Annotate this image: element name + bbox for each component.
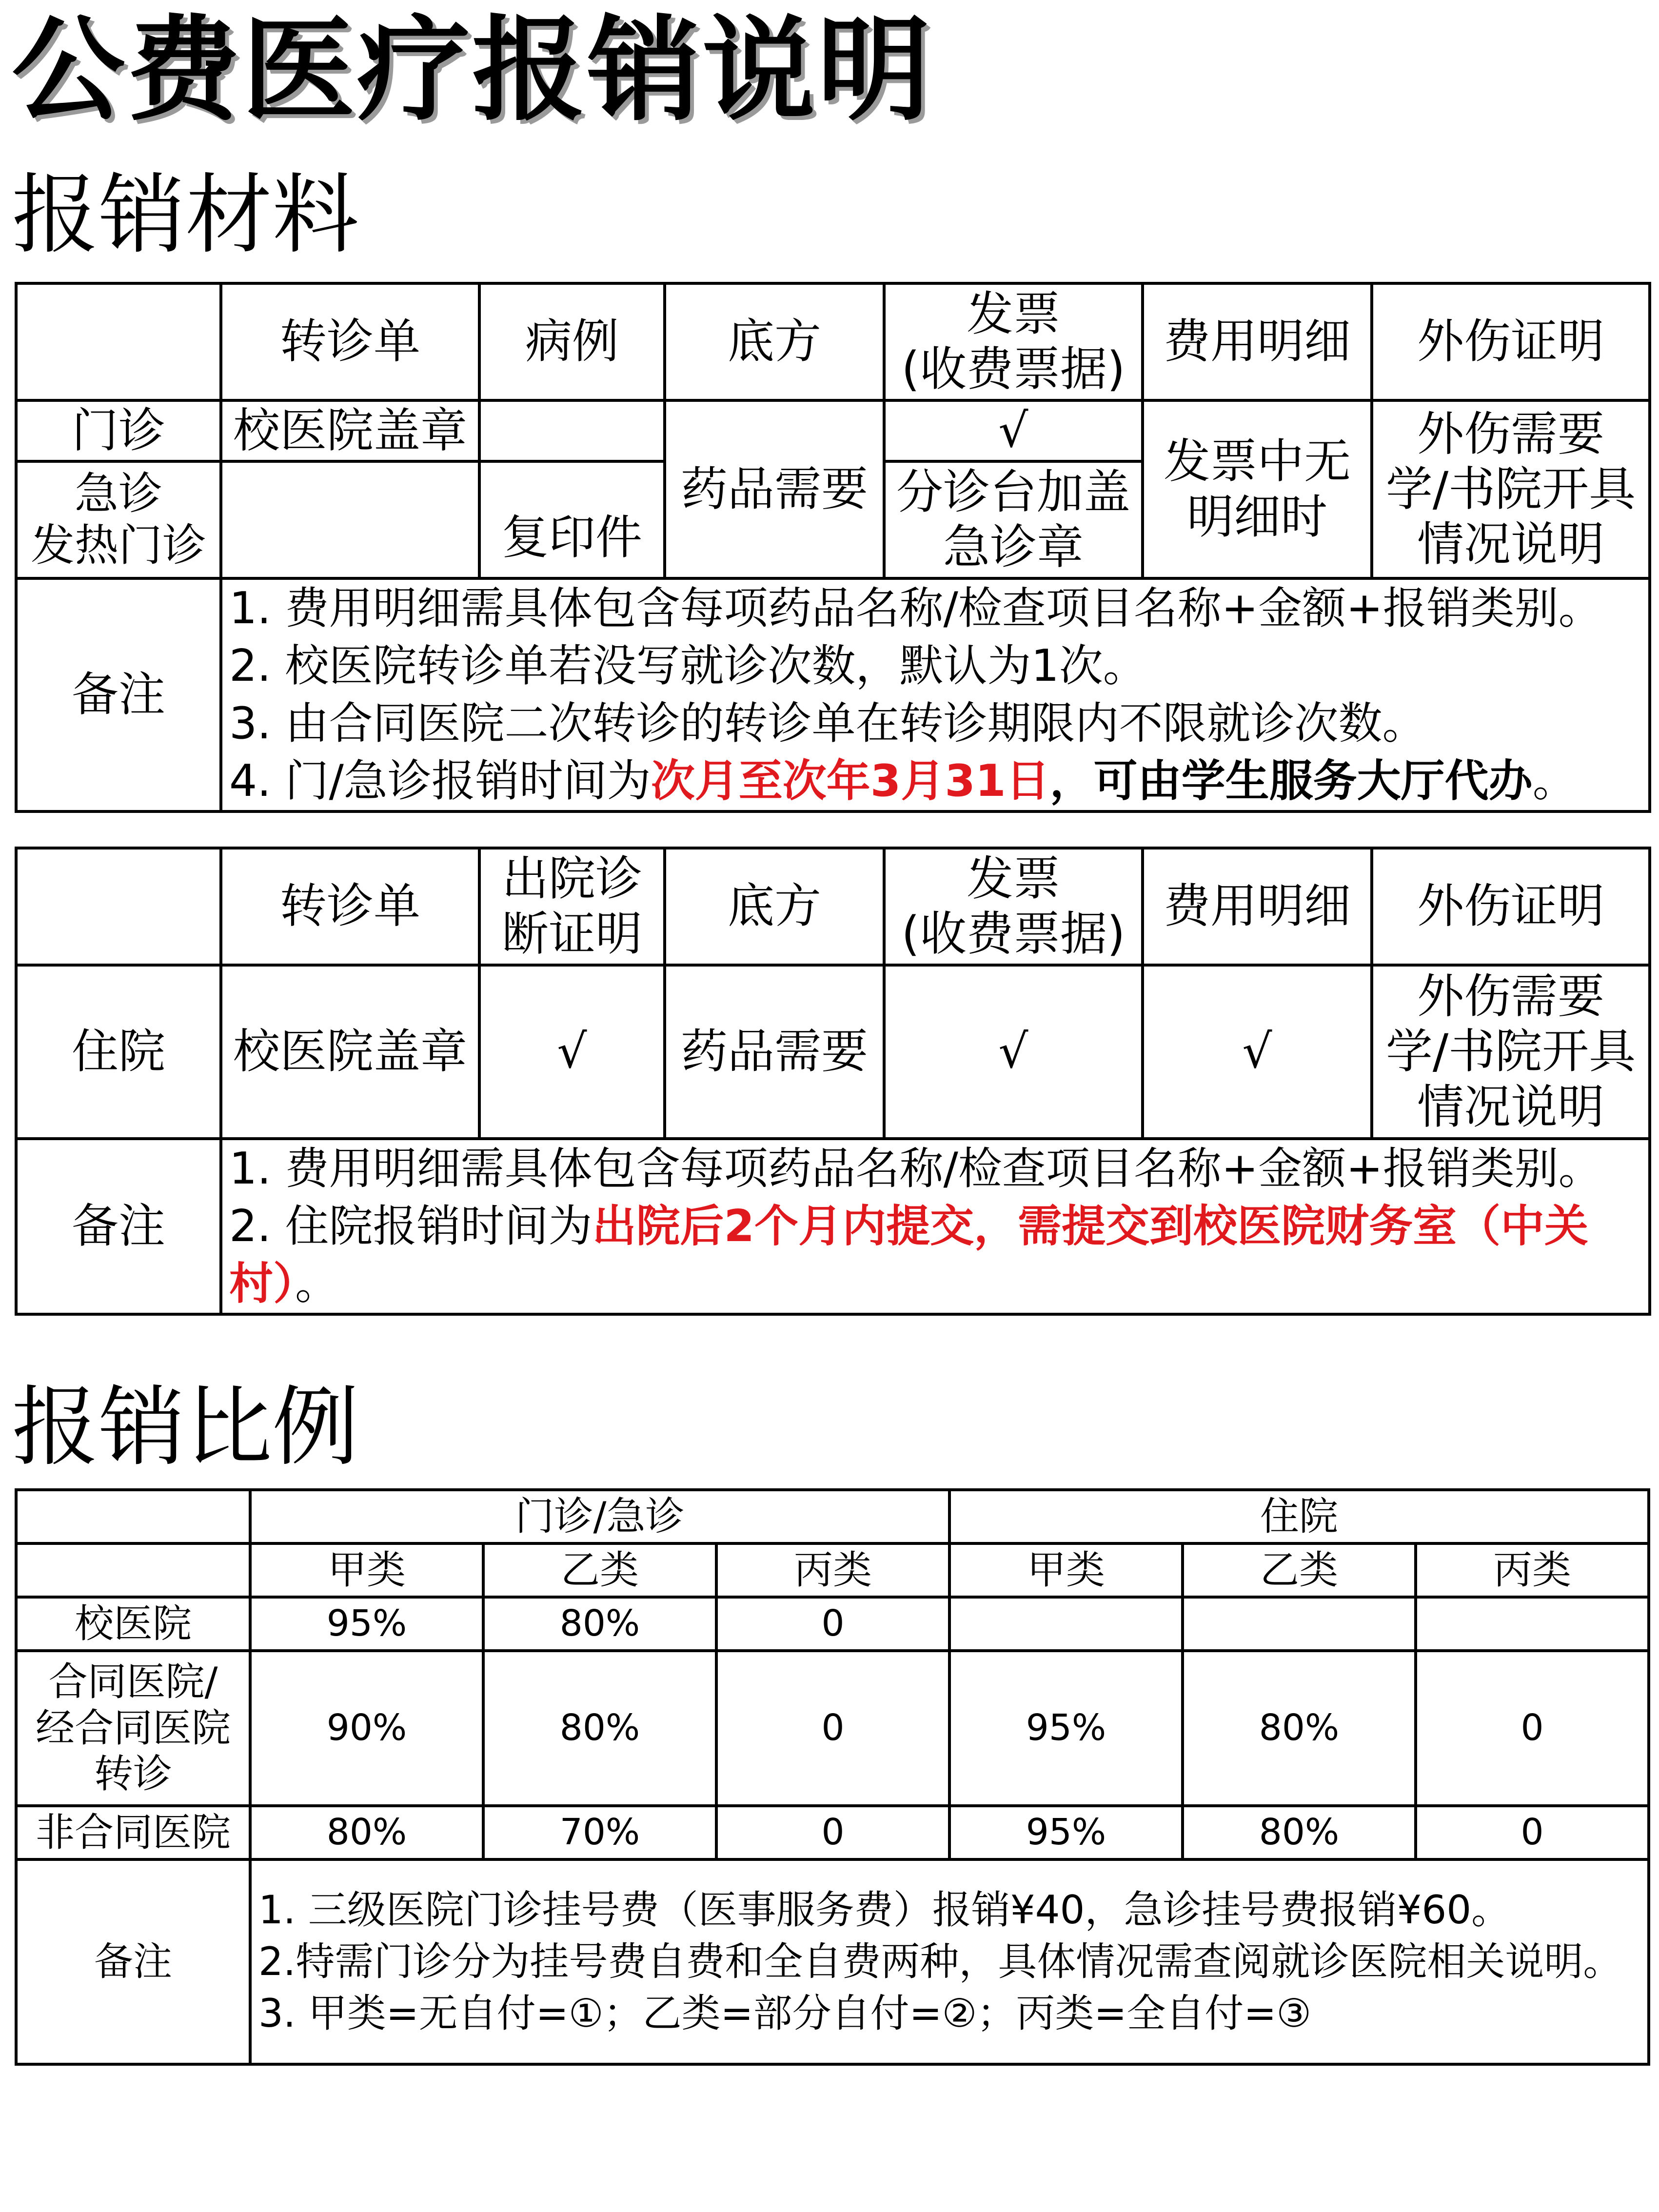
header-discharge-line1: 出院诊 [502,851,642,906]
corner-cell [16,848,221,965]
inpatient-prescription-cell: 药品需要 [665,965,884,1139]
notes-cell [250,1859,1649,2064]
header-prescription: 底方 [665,283,884,400]
note-1: 1. 三级医院门诊挂号费（医事服务费）报销¥40，急诊挂号费报销¥60。 [258,1887,1511,1933]
ratio-cell: 95% [250,1597,483,1651]
class-header: 乙类 [1183,1543,1416,1597]
notes-label: 备注 [16,1139,221,1314]
reimbursement-ratio-table [15,1488,1650,2066]
header-invoice-line2: (收费票据) [901,907,1126,961]
outpatient-case-cell [479,400,665,461]
note-4-suffix: 。 [1532,755,1577,807]
ratio-cell: 70% [483,1806,716,1859]
note-2: 2. 校医院转诊单若没写就诊次数，默认为1次。 [229,640,1147,691]
corner-cell-top [16,1490,250,1543]
inpatient-discharge-check: √ [479,965,665,1139]
row-label-emergency-line2: 发热门诊 [31,520,206,571]
inpatient-materials-table [15,847,1651,1316]
table-header-row [16,848,1650,965]
header-discharge [479,848,665,965]
notes-cell [221,1139,1650,1314]
injury-cell [1372,400,1650,578]
class-header: 丙类 [1416,1543,1649,1597]
table-header-row [16,283,1650,400]
section-heading-materials: 报销材料 [12,164,359,265]
header-referral: 转诊单 [221,848,479,965]
ratio-cell: 80% [483,1597,716,1651]
note-2-prefix: 2. 住院报销时间为 [229,1201,592,1252]
note-4-highlight: 次月至次年3月31日 [651,755,1050,807]
ratio-cell: 0 [716,1651,949,1806]
details-cell [1143,400,1372,578]
ratio-cell: 80% [483,1651,716,1806]
table-row-notes [16,1139,1650,1314]
table-row-school-hospital [16,1597,1649,1651]
prescription-cell: 药品需要 [665,400,884,578]
table-row-notes [16,1859,1649,2064]
header-prescription: 底方 [665,848,884,965]
table-row-notes [16,578,1650,811]
corner-cell [16,283,221,400]
ratio-cell: 95% [949,1806,1183,1859]
outpatient-invoice-check: √ [884,400,1143,461]
row-label-line3: 转诊 [94,1751,172,1797]
note-2 [229,1198,1648,1313]
inpatient-injury-cell [1372,965,1650,1139]
ratio-cell: 90% [250,1651,483,1806]
header-case: 病例 [479,283,665,400]
note-1: 1. 费用明细需具体包含每项药品名称/检查项目名称+金额+报销类别。 [229,1143,1602,1194]
details-line1: 发票中无 [1164,434,1351,489]
header-discharge-line2: 断证明 [502,907,642,961]
outpatient-referral-cell: 校医院盖章 [221,400,479,461]
emergency-referral-cell [221,461,479,578]
class-header: 丙类 [716,1543,949,1597]
injury-line3: 情况说明 [1417,1079,1604,1134]
note-3: 3. 由合同医院二次转诊的转诊单在转诊期限内不限就诊次数。 [229,698,1426,749]
emergency-invoice-cell [884,461,1143,578]
header-invoice-line1: 发票 [967,286,1060,341]
class-header: 乙类 [483,1543,716,1597]
inpatient-referral-cell: 校医院盖章 [221,965,479,1139]
ratio-cell: 80% [1183,1651,1416,1806]
header-invoice [884,848,1143,965]
row-label [16,1651,250,1806]
notes-label: 备注 [16,578,221,811]
class-header: 甲类 [250,1543,483,1597]
header-injury: 外伤证明 [1372,283,1650,400]
inpatient-invoice-check: √ [884,965,1143,1139]
header-details: 费用明细 [1143,848,1372,965]
group-inpatient: 住院 [949,1490,1649,1543]
ratio-cell: 80% [250,1806,483,1859]
ratio-cell: 95% [949,1651,1183,1806]
page-title: 公费医疗报销说明 [12,4,933,136]
note-4-bold: ，可由学生服务大厅代办 [1049,755,1533,807]
inpatient-details-check: √ [1143,965,1372,1139]
note-1: 1. 费用明细需具体包含每项药品名称/检查项目名称+金额+报销类别。 [229,583,1602,634]
class-header: 甲类 [949,1543,1183,1597]
notes-label: 备注 [16,1859,250,2064]
note-2-suffix: 。 [295,1258,339,1309]
header-invoice-line1: 发票 [967,851,1060,906]
row-label-emergency-line1: 急诊 [75,468,162,519]
corner-cell-bottom [16,1543,250,1597]
row-label: 非合同医院 [16,1806,250,1859]
header-invoice-line2: (收费票据) [901,342,1126,396]
injury-line1: 外伤需要 [1417,406,1604,461]
note-2-highlight: 出院后2个月内提交，需提交到校医院财务室（中关村） [229,1201,1589,1309]
injury-line2: 学/书院开具 [1385,461,1636,516]
row-label-emergency [16,461,221,578]
table-row-non-contract-hospital [16,1806,1649,1859]
ratio-cell: 0 [1416,1806,1649,1859]
ratio-cell: 0 [716,1597,949,1651]
emergency-case-cell: 复印件 [479,461,665,578]
header-referral: 转诊单 [221,283,479,400]
header-invoice [884,283,1143,400]
injury-line2: 学/书院开具 [1385,1024,1636,1079]
note-2: 2.特需门诊分为挂号费自费和全自费两种，具体情况需查阅就诊医院相关说明。 [258,1939,1622,1984]
section-heading-ratio: 报销比例 [12,1377,359,1478]
header-details: 费用明细 [1143,283,1372,400]
notes-cell [221,578,1650,811]
ratio-cell: 80% [1183,1806,1416,1859]
note-3: 3. 甲类=无自付=①；乙类=部分自付=②；丙类=全自付=③ [258,1991,1312,2036]
group-header-row [16,1490,1649,1543]
header-injury: 外伤证明 [1372,848,1650,965]
table-row-outpatient [16,400,1650,461]
ratio-cell [1183,1597,1416,1651]
class-header-row [16,1543,1649,1597]
injury-line1: 外伤需要 [1417,969,1604,1024]
row-label-line2: 经合同医院 [36,1705,231,1751]
ratio-cell [949,1597,1183,1651]
row-label-outpatient: 门诊 [16,400,221,461]
emergency-invoice-line2: 急诊章 [943,520,1084,574]
row-label-inpatient: 住院 [16,965,221,1139]
ratio-cell [1416,1597,1649,1651]
table-row-contract-hospital [16,1651,1649,1806]
outpatient-materials-table [15,282,1651,813]
table-row-inpatient [16,965,1650,1139]
emergency-invoice-line1: 分诊台加盖 [896,464,1130,519]
injury-line3: 情况说明 [1417,517,1604,572]
ratio-cell: 0 [716,1806,949,1859]
details-line2: 明细时 [1187,489,1327,544]
row-label: 校医院 [16,1597,250,1651]
group-outpatient: 门诊/急诊 [250,1490,949,1543]
row-label-line1: 合同医院/ [48,1659,218,1705]
note-4 [229,752,1648,810]
note-4-prefix: 4. 门/急诊报销时间为 [229,755,651,807]
ratio-cell: 0 [1416,1651,1649,1806]
